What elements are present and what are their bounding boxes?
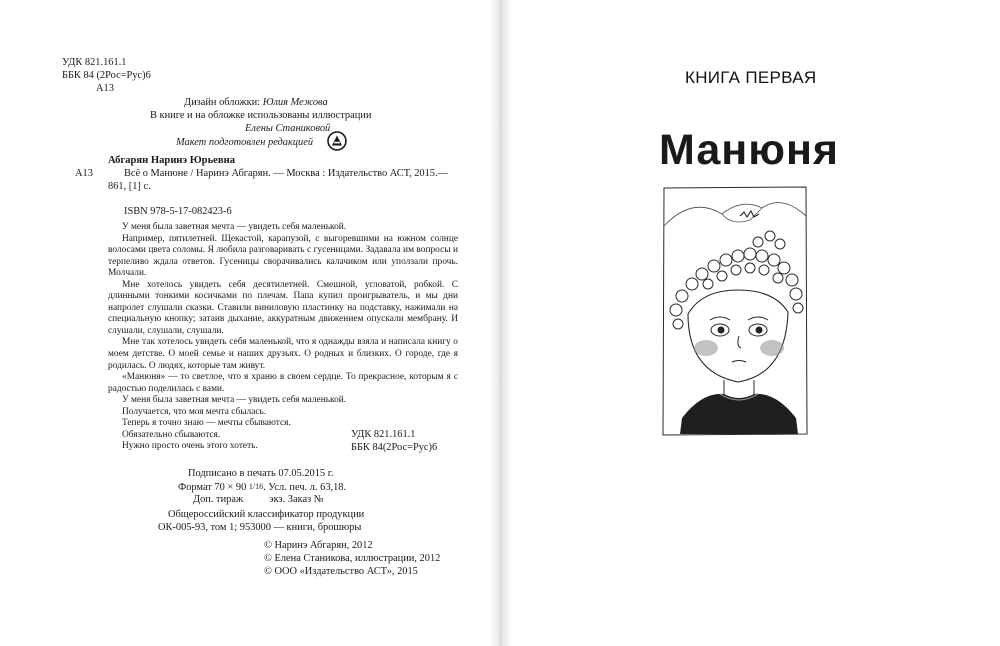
annotation-paragraph: Обязательно сбываются.: [122, 429, 221, 440]
layout-credit: Макет подготовлен редакцией: [176, 137, 314, 148]
bibliographic-line: Всё о Манюне / Наринэ Абгарян. — Москва : Издательство АСТ, 2015.—: [124, 168, 448, 179]
annotation-paragraph: Получается, что моя мечта сбылась.: [122, 406, 267, 417]
udk-code: УДК 821.161.1: [62, 57, 127, 68]
illustrator-name: Елены Станиковой: [245, 123, 331, 134]
okp-code: ОК-005-93, том 1; 953000 — книги, брошюры: [158, 522, 362, 533]
copyright-line: © Елена Станикова, иллюстрации, 2012: [264, 553, 441, 564]
girl-portrait-illustration: [662, 186, 808, 436]
product-classifier: Общероссийский классификатор продукции: [168, 509, 365, 520]
isbn: ISBN 978-5-17-082423-6: [124, 206, 232, 217]
book-number-label: КНИГА ПЕРВАЯ: [685, 68, 817, 87]
format-suffix: . Усл. печ. л. 63,18.: [263, 482, 347, 493]
cover-design-label: Дизайн обложки:: [184, 97, 263, 108]
annotation-paragraph: «Манюня» — то светлое, что я храню в своем сердце. То прекрасное, которым я с радостью поделилась с вами.: [108, 372, 458, 394]
annotation-paragraph: Мне так хотелось увидеть себя маленькой, что я однажды взяла и написала книгу о моем детстве. О моей семье и наших друзьях. О родных и близких. О городе, где я родилась. О людях, которые там живут.: [108, 337, 458, 371]
cover-design-credit: [184, 96, 328, 109]
cover-designer-name: Юлия Межова: [262, 97, 328, 108]
book-title: Манюня: [659, 126, 840, 174]
copyright-line: © Наринэ Абгарян, 2012: [264, 540, 373, 551]
author-code: А13: [96, 83, 114, 94]
print-run: Доп. тираж экз. Заказ №: [193, 494, 324, 505]
author-name: Абгарян Наринэ Юрьевна: [108, 155, 236, 166]
author-code-mid: А13: [75, 168, 93, 179]
book-gutter: [490, 0, 512, 646]
annotation-paragraph: Например, пятилетней. Щекастой, карапузой, с выгоревшими на южном солнце волосами цвета соломы. Я любила разговаривать с гусеницами. Задавала им вопросы и терпеливо ждала ответов. Гусеницы сворачивались калачиком или уползали прочь. Молчали.: [108, 233, 458, 279]
annotation-paragraph: У меня была заветная мечта — увидеть себя маленькой.: [122, 395, 347, 406]
print-format: [178, 480, 346, 494]
bbk-code-bottom: ББК 84(2Рос=Рус)6: [351, 442, 438, 453]
format-fraction: 1/16: [248, 482, 264, 491]
annotation-paragraph: У меня была заветная мечта — увидеть себя маленькой.: [122, 222, 347, 232]
print-date: Подписано в печать 07.05.2015 г.: [188, 468, 334, 479]
annotation-paragraph: Теперь я точно знаю — мечты сбываются.: [122, 418, 291, 429]
annotation-paragraph: Мне хотелось увидеть себя десятилетней. Смешной, угловатой, робкой. С длинными тонкими косичками по плечам. Папа купил проигрыватель, и мы дни напролет слушали сказки. Ставили виниловую пластинку на подставку, нажимали на специальную кнопку; затаив дыхание, аккуратным движением опускали мембрану. И слушали, слушали, слушали.: [108, 279, 458, 336]
illustrations-credit: В книге и на обложке использованы иллюстрации: [150, 110, 372, 121]
format-prefix: Формат 70 × 90: [178, 482, 249, 493]
annotation-text: [108, 222, 458, 453]
copyright-line: © ООО «Издательство АСТ», 2015: [264, 566, 418, 577]
annotation-paragraph: Нужно просто очень этого хотеть.: [122, 441, 258, 452]
bbk-code: ББК 84 (2Рос=Рус)6: [62, 70, 151, 81]
udk-code-bottom: УДК 821.161.1: [351, 429, 416, 440]
page-count: 861, [1] с.: [108, 181, 151, 192]
ast-publisher-logo-icon: [327, 131, 347, 151]
